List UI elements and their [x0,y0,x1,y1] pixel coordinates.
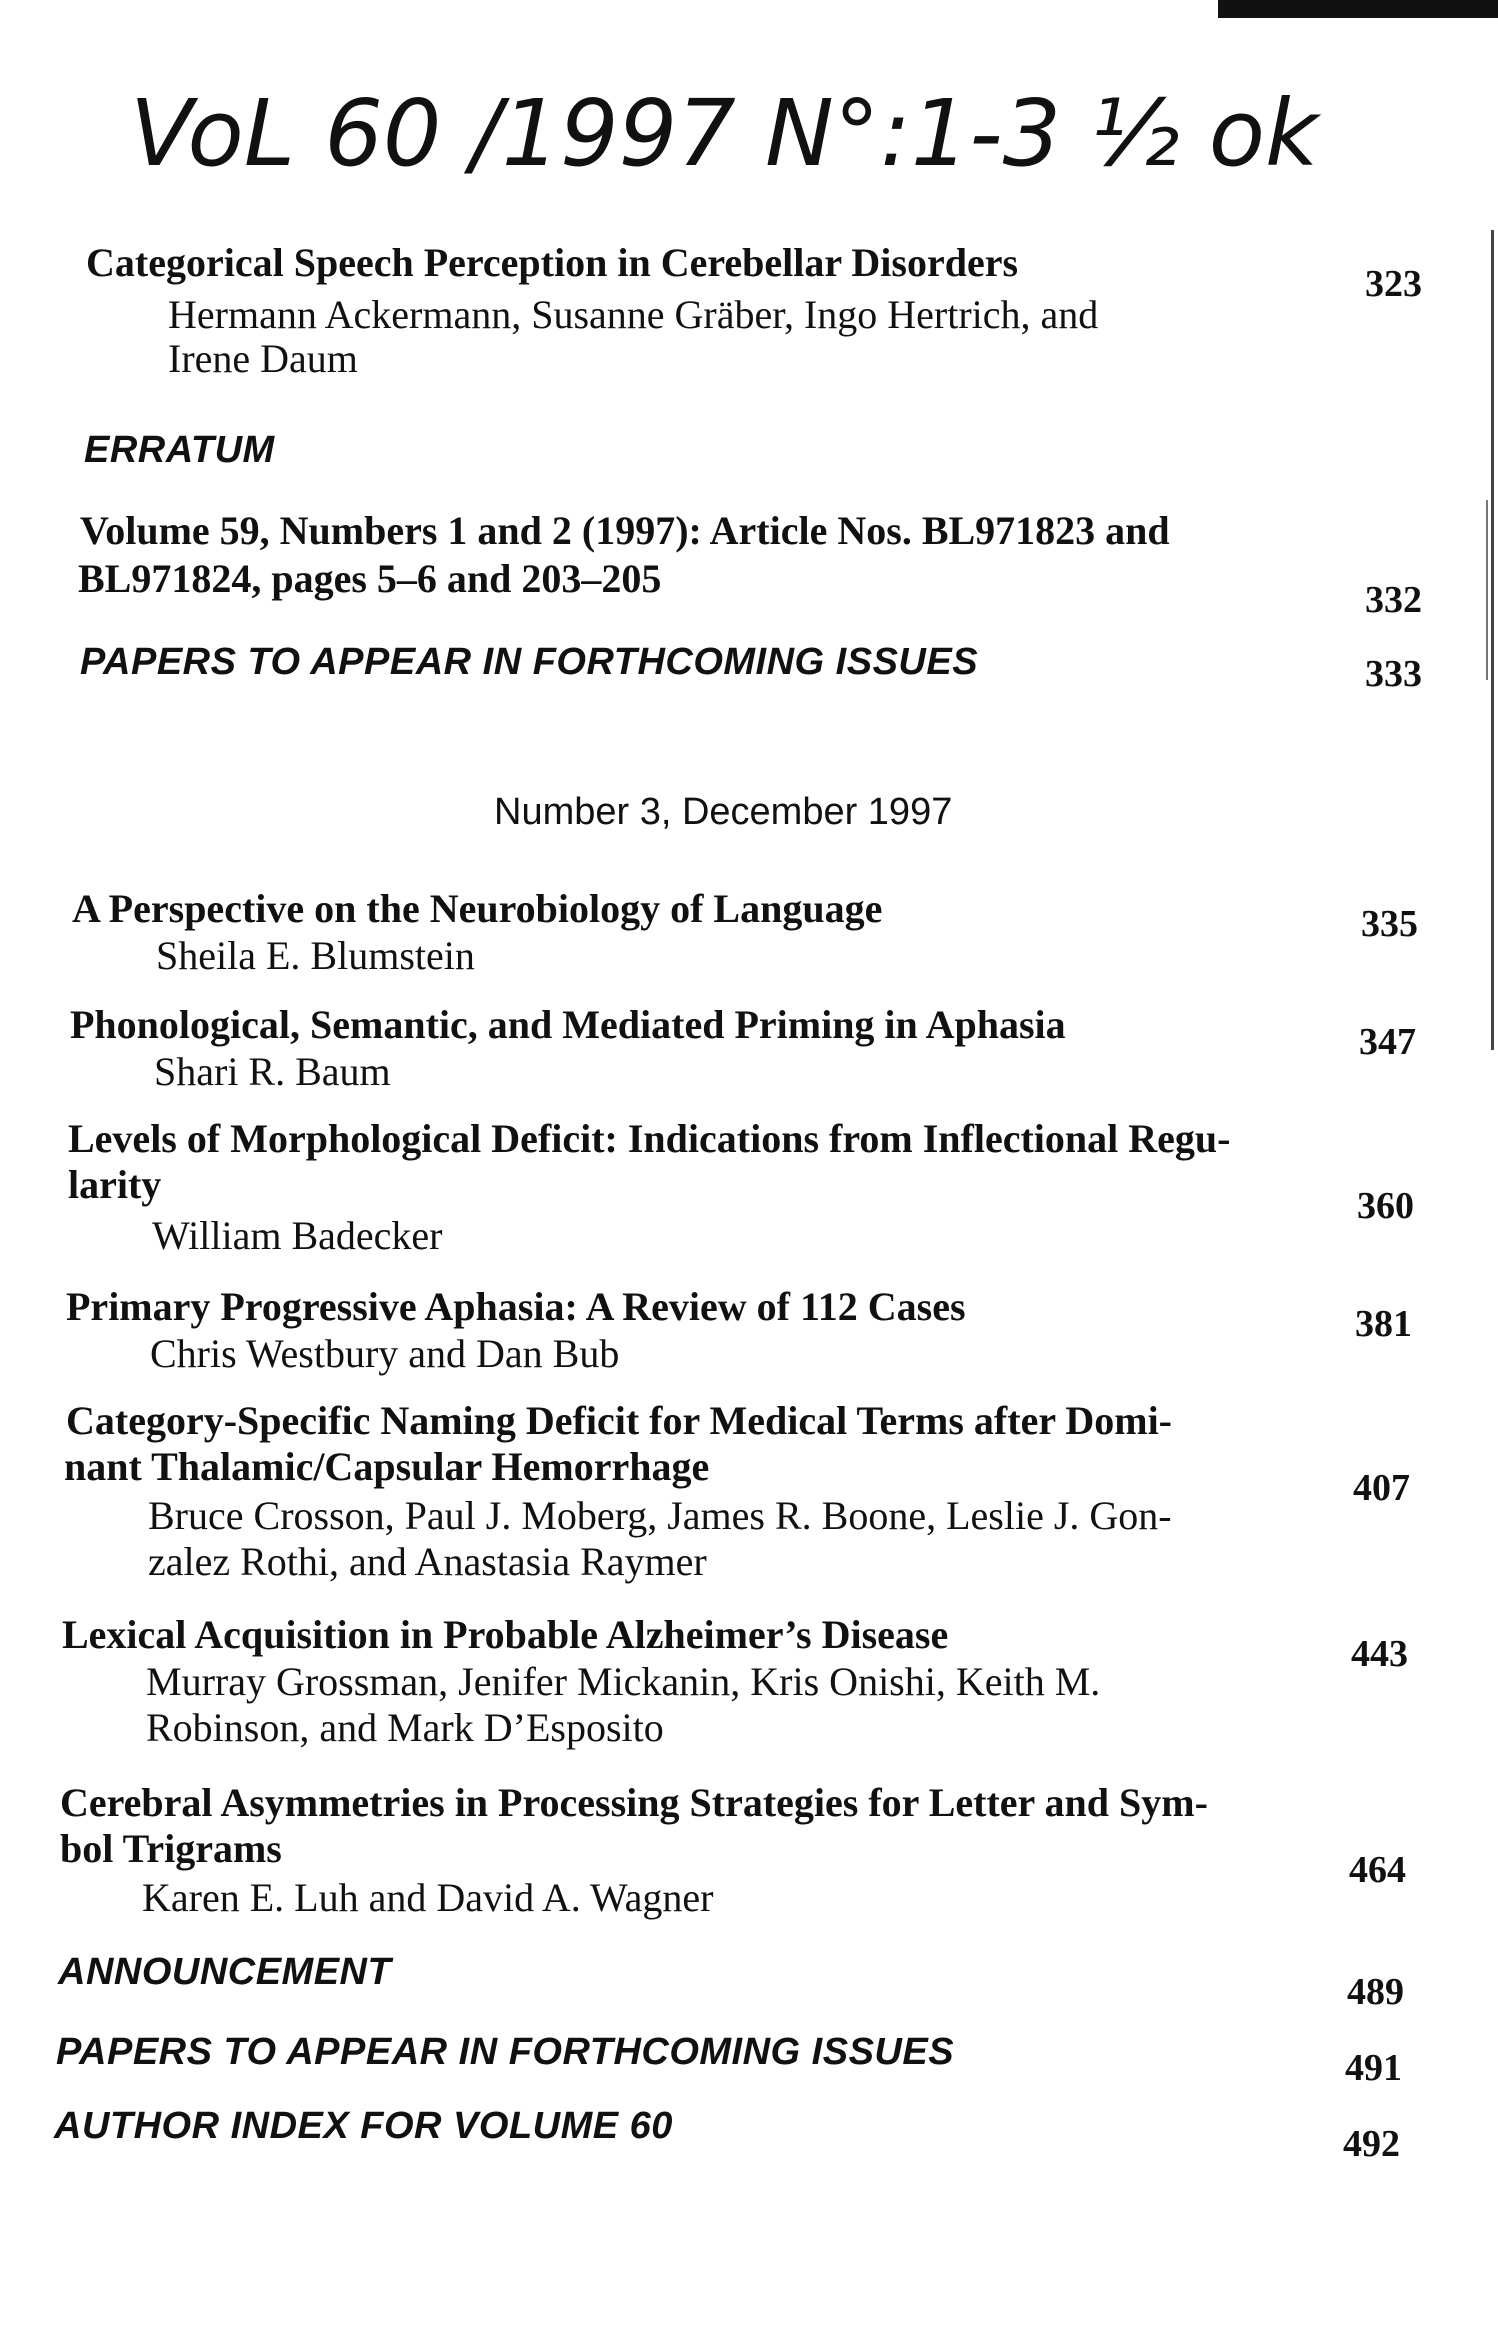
page-number: 443 [1351,1633,1408,1675]
article-title: Categorical Speech Perception in Cerebellar Disorders [86,240,1019,285]
article-authors: Chris Westbury and Dan Bub [150,1331,620,1376]
article-title-cont: larity [68,1162,162,1207]
article-title: Levels of Morphological Deficit: Indications from Inflectional Regu- [68,1116,1231,1161]
page-number: 489 [1347,1971,1404,2013]
article-title: Cerebral Asymmetries in Processing Strategies for Letter and Sym- [60,1780,1208,1825]
handwritten-note-text: VoL 60 /1997 N°:1-3 ½ ok [130,80,1319,187]
article-authors: William Badecker [152,1213,443,1258]
author-index-heading: AUTHOR INDEX FOR VOLUME 60 [54,2105,673,2147]
article-authors: Karen E. Luh and David A. Wagner [142,1875,714,1920]
page-number: 323 [1365,263,1422,305]
scan-edge-right-secondary [1486,500,1488,680]
article-authors-cont: zalez Rothi, and Anastasia Raymer [148,1539,707,1584]
article-authors-cont: Irene Daum [168,336,358,381]
erratum-line-1: Volume 59, Numbers 1 and 2 (1997): Article Nos. BL971823 and [80,508,1170,553]
article-authors: Bruce Crosson, Paul J. Moberg, James R. Boone, Leslie J. Gon- [148,1493,1172,1538]
erratum-heading: ERRATUM [84,429,275,471]
scan-edge-top [1218,0,1498,18]
erratum-line-2: BL971824, pages 5–6 and 203–205 [78,556,662,601]
page-number: 333 [1365,653,1422,695]
issue-heading: Number 3, December 1997 [494,791,953,833]
article-authors: Hermann Ackermann, Susanne Gräber, Ingo Hertrich, and [168,292,1099,337]
scan-edge-right [1491,230,1494,1050]
article-title: Primary Progressive Aphasia: A Review of 112 Cases [66,1284,966,1329]
page-number: 491 [1345,2047,1402,2089]
handwritten-note [120,55,1420,215]
page-number: 335 [1361,903,1418,945]
page-number: 492 [1343,2123,1400,2165]
papers-forthcoming-heading-2: PAPERS TO APPEAR IN FORTHCOMING ISSUES [56,2031,955,2073]
papers-forthcoming-heading: PAPERS TO APPEAR IN FORTHCOMING ISSUES [80,641,979,683]
article-title: Phonological, Semantic, and Mediated Priming in Aphasia [70,1002,1066,1047]
article-title-cont: bol Trigrams [60,1826,282,1871]
page-number: 381 [1355,1303,1412,1345]
page-number: 347 [1359,1021,1416,1063]
page-number: 332 [1365,579,1422,621]
article-title: A Perspective on the Neurobiology of Language [72,886,883,931]
article-title: Category-Specific Naming Deficit for Medical Terms after Domi- [66,1398,1172,1443]
page-number: 464 [1349,1849,1406,1891]
page-number: 360 [1357,1185,1414,1227]
article-authors: Sheila E. Blumstein [156,933,475,978]
article-authors: Murray Grossman, Jenifer Mickanin, Kris Onishi, Keith M. [146,1659,1101,1704]
page-number: 407 [1353,1467,1410,1509]
article-title-cont: nant Thalamic/Capsular Hemorrhage [64,1444,710,1489]
article-authors: Shari R. Baum [154,1049,391,1094]
article-title: Lexical Acquisition in Probable Alzheimer’s Disease [62,1612,949,1657]
article-authors-cont: Robinson, and Mark D’Esposito [146,1705,664,1750]
announcement-heading: ANNOUNCEMENT [58,1951,392,1993]
